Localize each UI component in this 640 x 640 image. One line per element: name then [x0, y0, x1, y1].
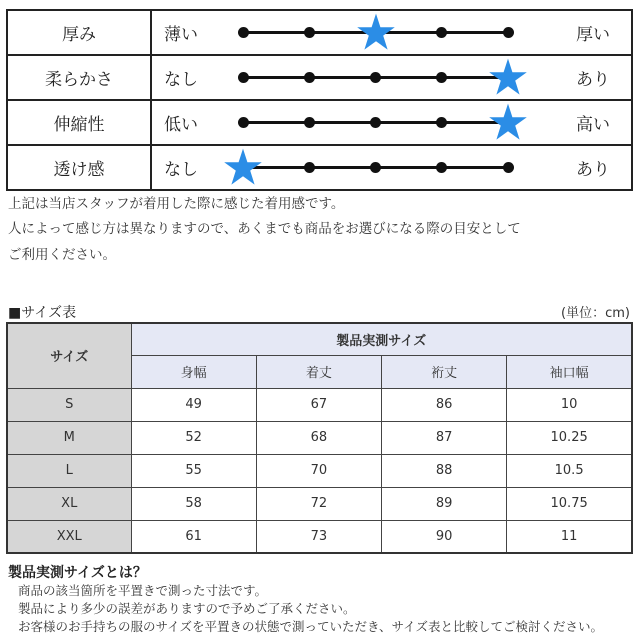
- scale-dot: [436, 27, 447, 38]
- attribute-left-label: 低い: [151, 100, 231, 145]
- attribute-left-label: なし: [151, 145, 231, 190]
- column-header: 身幅: [131, 355, 256, 388]
- table-cell: 87: [382, 421, 507, 454]
- table-cell: 89: [382, 487, 507, 520]
- attribute-scale: [231, 100, 572, 145]
- table-cell: 73: [256, 520, 381, 553]
- table-cell: 90: [382, 520, 507, 553]
- table-cell: 86: [382, 388, 507, 421]
- size-label: S: [7, 388, 131, 421]
- table-cell: 10.75: [507, 487, 632, 520]
- scale-dot: [436, 117, 447, 128]
- table-cell: 10.5: [507, 454, 632, 487]
- attribute-right-label: あり: [572, 55, 632, 100]
- attribute-row: [7, 100, 632, 145]
- note-line: 人によって感じ方は異なりますので、あくまでも商品をお選びになる際の目安として: [8, 221, 521, 237]
- footnote-line: 製品により多少の誤差がありますので予めご了承ください。: [18, 601, 356, 616]
- attribute-row: [7, 10, 632, 55]
- table-cell: 11: [507, 520, 632, 553]
- table-row: [7, 454, 632, 487]
- star-icon: [223, 147, 263, 187]
- column-header: 裄丈: [382, 355, 507, 388]
- table-cell: 88: [382, 454, 507, 487]
- star-icon: [356, 12, 396, 52]
- attribute-name: 柔らかさ: [7, 55, 151, 100]
- table-row: [7, 520, 632, 553]
- table-cell: 55: [131, 454, 256, 487]
- star-icon: [488, 102, 528, 142]
- attribute-left-label: 薄い: [151, 10, 231, 55]
- scale-dot: [370, 117, 381, 128]
- note-line: 上記は当店スタッフが着用した際に感じた着用感です。: [8, 196, 345, 212]
- note-line: ご利用ください。: [8, 247, 116, 263]
- table-cell: 67: [256, 388, 381, 421]
- unit-label: (単位：cm): [561, 306, 630, 321]
- attribute-scale: [231, 55, 572, 100]
- scale-dot: [304, 117, 315, 128]
- scale-dot: [238, 27, 249, 38]
- scale-dot: [370, 162, 381, 173]
- table-cell: 70: [256, 454, 381, 487]
- table-cell: 49: [131, 388, 256, 421]
- scale-dot: [304, 27, 315, 38]
- table-cell: 61: [131, 520, 256, 553]
- scale-dot: [238, 72, 249, 83]
- size-table: [6, 322, 633, 554]
- size-label: XXL: [7, 520, 131, 553]
- attribute-row: [7, 145, 632, 190]
- attribute-right-label: あり: [572, 145, 632, 190]
- table-cell: 68: [256, 421, 381, 454]
- footnote-title: 製品実測サイズとは？: [8, 565, 147, 581]
- attribute-name: 厚み: [7, 10, 151, 55]
- table-cell: 72: [256, 487, 381, 520]
- size-label: XL: [7, 487, 131, 520]
- scale-track: [231, 56, 572, 99]
- scale-dot: [304, 162, 315, 173]
- size-row-header: サイズ: [7, 323, 131, 388]
- footnote-line: お客様のお手持ちの服のサイズを平置きの状態で測っていただき、サイズ表と比較してご検討ください。: [18, 619, 604, 634]
- attribute-left-label: なし: [151, 55, 231, 100]
- scale-track: [231, 101, 572, 144]
- table-cell: 10: [507, 388, 632, 421]
- attribute-name: 伸縮性: [7, 100, 151, 145]
- table-row: [7, 421, 632, 454]
- scale-dot: [436, 72, 447, 83]
- scale-dot: [304, 72, 315, 83]
- scale-track: [231, 11, 572, 54]
- table-row: [7, 487, 632, 520]
- scale-dot: [238, 117, 249, 128]
- scale-track: [231, 146, 572, 189]
- star-icon: [488, 57, 528, 97]
- size-label: M: [7, 421, 131, 454]
- table-cell: 52: [131, 421, 256, 454]
- attribute-row: [7, 55, 632, 100]
- table-row: [7, 388, 632, 421]
- scale-dot: [436, 162, 447, 173]
- table-cell: 58: [131, 487, 256, 520]
- column-header: 着丈: [256, 355, 381, 388]
- size-label: L: [7, 454, 131, 487]
- measured-size-header: 製品実測サイズ: [131, 323, 632, 355]
- scale-dot: [370, 72, 381, 83]
- table-cell: 10.25: [507, 421, 632, 454]
- column-header: 袖口幅: [507, 355, 632, 388]
- attribute-scale: [231, 10, 572, 55]
- scale-dot: [503, 27, 514, 38]
- size-table-title: ■サイズ表: [8, 305, 77, 321]
- attribute-scale: [231, 145, 572, 190]
- attribute-right-label: 厚い: [572, 10, 632, 55]
- attribute-name: 透け感: [7, 145, 151, 190]
- footnote-line: 商品の該当箇所を平置きで測った寸法です。: [18, 583, 268, 598]
- scale-dot: [503, 162, 514, 173]
- attribute-right-label: 高い: [572, 100, 632, 145]
- attribute-scale-table: [6, 9, 633, 191]
